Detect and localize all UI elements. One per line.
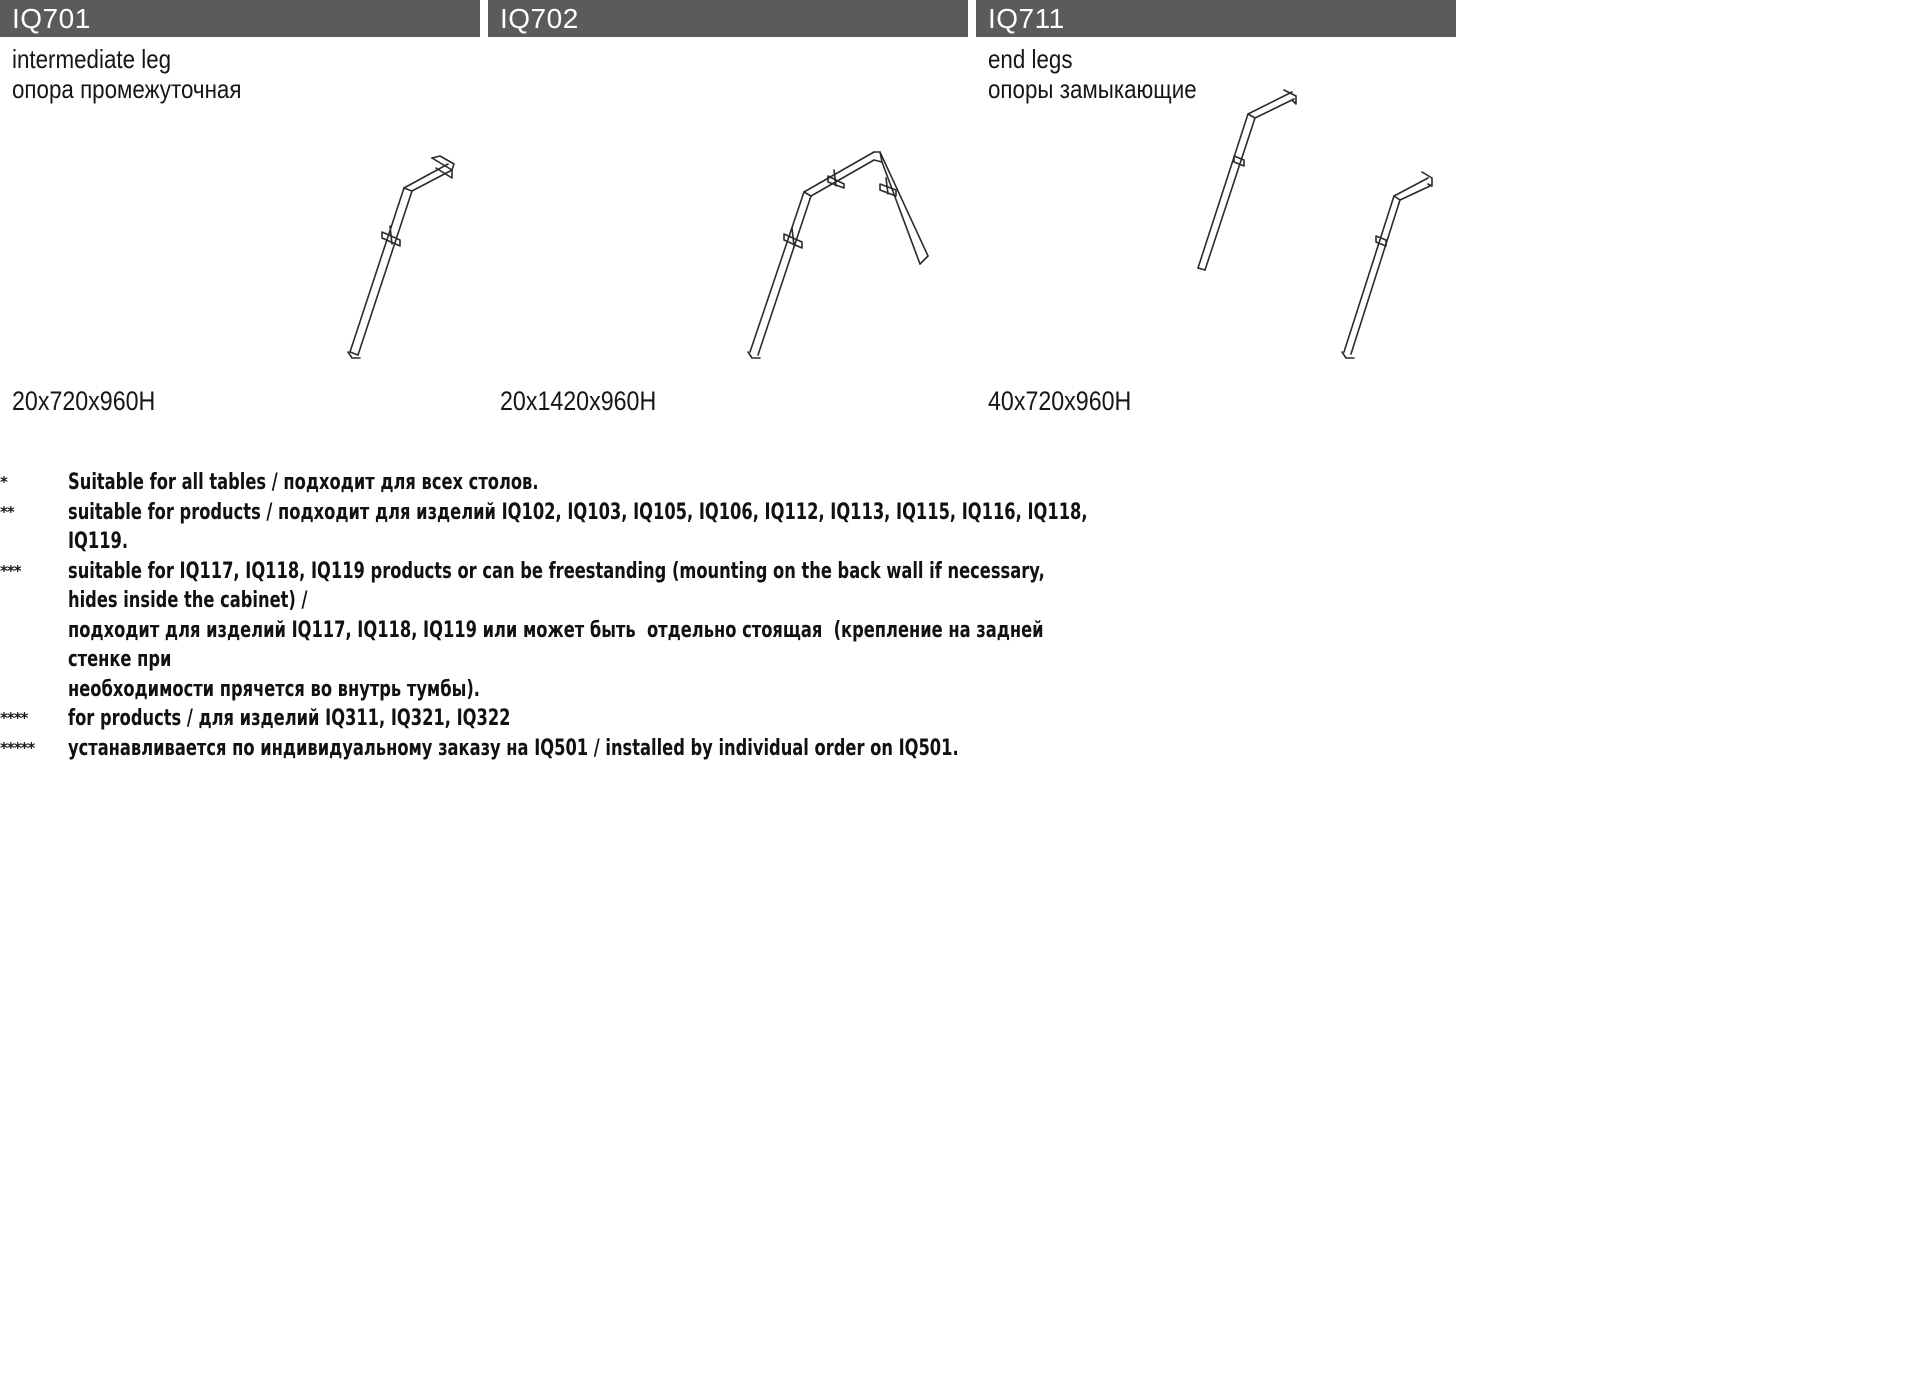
product-size: 20x720x960H (12, 386, 156, 416)
footnote (0, 557, 1460, 705)
footnote-text: suitable for IQ117, IQ118, IQ119 products or can be freestanding (mounting on the back wall if necessary, hides inside the cabinet) / подходит для изделий IQ117, IQ118, IQ119 или может быть отдельно стоящая (крепление на задней стенке при необходимости прячется во внутрь тумбы). (68, 558, 1045, 702)
product-card-iq711 (976, 0, 1456, 430)
footnote (0, 734, 1460, 764)
footnote-text: устанавливается по индивидуальному заказу на IQ501 / installed by individual order on IQ501. (68, 735, 959, 761)
product-size: 40x720x960H (988, 386, 1132, 416)
description-ru: опоры замыкающие (988, 74, 1197, 104)
footnote (0, 498, 1460, 557)
product-code: IQ711 (976, 0, 1456, 37)
end-legs-drawing (976, 0, 1456, 380)
description-ru: опора промежуточная (12, 74, 242, 104)
description-en: end legs (988, 44, 1073, 74)
footnote-mark: * (0, 473, 7, 491)
footnote (0, 704, 1460, 734)
footnote-mark: **** (0, 709, 28, 727)
footnotes (0, 468, 1460, 763)
footnote-mark: *** (0, 561, 21, 580)
footnote-mark: ***** (0, 738, 35, 757)
product-size: 20x1420x960H (500, 386, 657, 416)
product-code: IQ701 (0, 0, 480, 37)
footnote (0, 468, 1460, 498)
footnote-text: for products / для изделий IQ311, IQ321, IQ322 (68, 706, 511, 731)
product-code: IQ702 (488, 0, 968, 37)
product-card-iq701 (0, 0, 480, 430)
double-leg-drawing (488, 0, 968, 380)
footnote-mark: ** (0, 502, 14, 521)
footnote-text: suitable for products / подходит для изделий IQ102, IQ103, IQ105, IQ106, IQ112, IQ113, IQ115, IQ116, IQ118, IQ119. (68, 499, 1094, 554)
description-en: intermediate leg (12, 44, 172, 74)
product-card-iq702 (488, 0, 968, 430)
footnote-text: Suitable for all tables / подходит для всех столов. (68, 470, 539, 495)
intermediate-leg-drawing (0, 0, 480, 380)
